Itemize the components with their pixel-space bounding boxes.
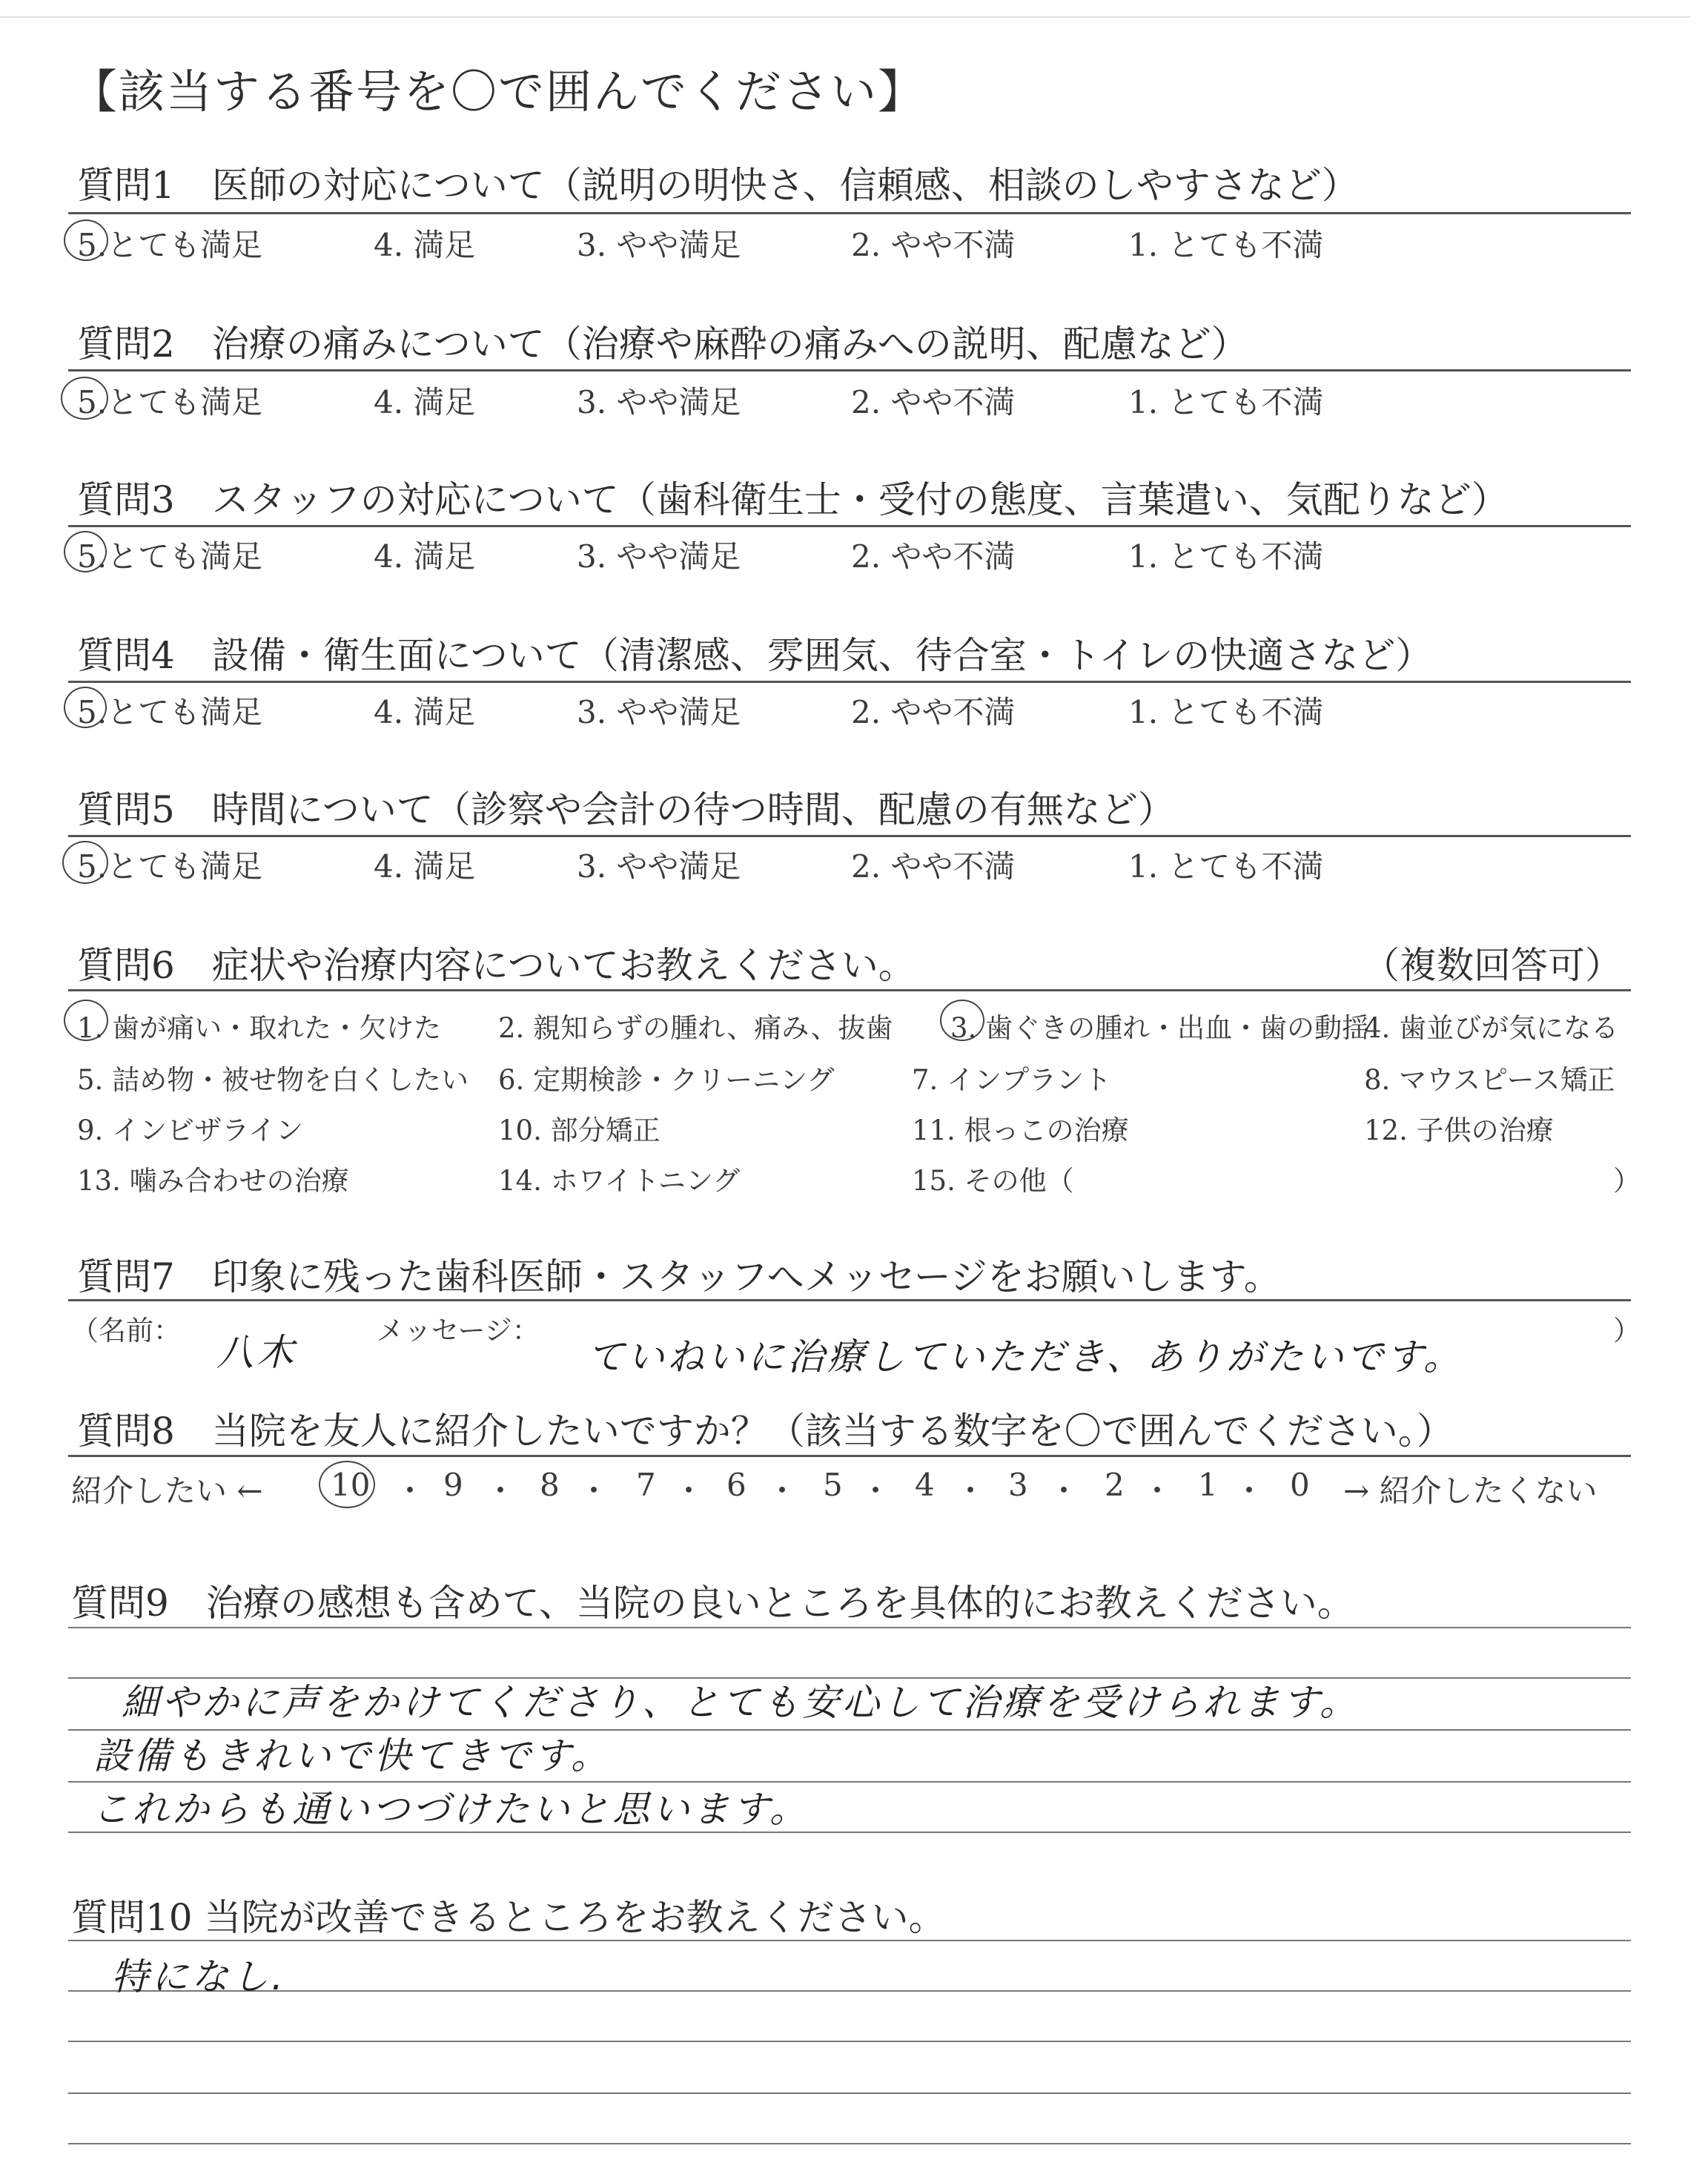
q10-rule-4 bbox=[68, 2143, 1631, 2144]
q1-option-1[interactable]: 1. とても不満 bbox=[1128, 227, 1324, 263]
q6-option-8[interactable]: 8. マウスピース矯正 bbox=[1364, 1064, 1615, 1096]
q8-scale-2[interactable]: 2 bbox=[1105, 1467, 1125, 1503]
q6-option-13[interactable]: 13. 噛み合わせの治療 bbox=[77, 1165, 349, 1197]
q8-scale-1[interactable]: 1 bbox=[1198, 1467, 1218, 1503]
q8-dot: ・ bbox=[767, 1473, 798, 1509]
q9-answer-line-1[interactable]: 細やかに声をかけてくださり、とても安心して治療を受けられます。 bbox=[122, 1681, 1360, 1724]
q9-answer-line-3[interactable]: これからも通いつづけたいと思います。 bbox=[92, 1788, 810, 1831]
q2-rule bbox=[68, 369, 1631, 371]
q1-option-4[interactable]: 4. 満足 bbox=[374, 227, 476, 263]
q1-option-5[interactable]: 5.とても満足 bbox=[77, 227, 263, 263]
q6-option-10[interactable]: 10. 部分矯正 bbox=[498, 1114, 661, 1146]
q1-option-2[interactable]: 2. やや不満 bbox=[851, 227, 1016, 263]
q6-title: 質問6 症状や治療内容についてお教えください。 bbox=[77, 944, 916, 987]
q5-option-5[interactable]: 5.とても満足 bbox=[77, 848, 263, 885]
q8-scale-7[interactable]: 7 bbox=[636, 1467, 656, 1503]
q7-close-paren: ） bbox=[1613, 1315, 1641, 1347]
q8-dot: ・ bbox=[1048, 1473, 1080, 1509]
q6-option-2[interactable]: 2. 親知らずの腫れ、痛み、抜歯 bbox=[498, 1012, 893, 1044]
q7-message-value[interactable]: ていねいに治療していただき、ありがたいです。 bbox=[587, 1335, 1463, 1378]
q8-dot: ・ bbox=[955, 1473, 987, 1509]
q4-title: 質問4 設備・衛生面について（清潔感、雰囲気、待合室・トイレの快適さなど） bbox=[77, 634, 1433, 677]
q6-option-14[interactable]: 14. ホワイトニング bbox=[498, 1165, 741, 1197]
q10-rule-3 bbox=[68, 2093, 1631, 2094]
q4-option-3[interactable]: 3. やや満足 bbox=[577, 694, 741, 730]
q6-other-close-paren: ） bbox=[1613, 1165, 1641, 1197]
q10-rule-1 bbox=[68, 1990, 1631, 1992]
q2-option-2[interactable]: 2. やや不満 bbox=[851, 384, 1016, 420]
q3-title: 質問3 スタッフの対応について（歯科衛生士・受付の態度、言葉遣い、気配りなど） bbox=[77, 478, 1509, 521]
q10-title: 質問10 当院が改善できるところをお教えください。 bbox=[71, 1896, 946, 1939]
q7-name-label: （名前： bbox=[71, 1315, 181, 1347]
q8-scale-5[interactable]: 5 bbox=[823, 1467, 843, 1503]
q8-dot: ・ bbox=[394, 1473, 426, 1509]
q8-dot: ・ bbox=[578, 1473, 610, 1509]
q6-option-1[interactable]: 1. 歯が痛い・取れた・欠けた bbox=[77, 1012, 442, 1044]
q6-option-15[interactable]: 15. その他（ bbox=[912, 1165, 1074, 1197]
q5-title: 質問5 時間について（診察や会計の待つ時間、配慮の有無など） bbox=[77, 788, 1175, 831]
q5-option-3[interactable]: 3. やや満足 bbox=[577, 848, 741, 885]
q8-dot: ・ bbox=[860, 1473, 892, 1509]
q6-option-4[interactable]: 4. 歯並びが気になる bbox=[1364, 1012, 1619, 1044]
q9-title: 質問9 治療の感想も含めて、当院の良いところを具体的にお教えください。 bbox=[71, 1582, 1354, 1625]
q8-scale-3[interactable]: 3 bbox=[1008, 1467, 1028, 1503]
page-title: 【該当する番号を〇で囲んでください】 bbox=[71, 65, 926, 119]
q8-dot: ・ bbox=[1142, 1473, 1174, 1509]
q7-title: 質問7 印象に残った歯科医師・スタッフへメッセージをお願いします。 bbox=[77, 1255, 1281, 1298]
q7-message-label: メッセージ： bbox=[377, 1315, 540, 1347]
q5-option-4[interactable]: 4. 満足 bbox=[374, 848, 476, 885]
q6-option-7[interactable]: 7. インプラント bbox=[912, 1064, 1112, 1096]
q6-rule bbox=[68, 989, 1631, 991]
q8-scale-8[interactable]: 8 bbox=[540, 1467, 560, 1503]
q8-title: 質問8 当院を友人に紹介したいですか？（該当する数字を〇で囲んでください。） bbox=[77, 1410, 1454, 1453]
q2-option-3[interactable]: 3. やや満足 bbox=[577, 384, 741, 420]
q2-option-5[interactable]: 5.とても満足 bbox=[77, 384, 263, 420]
q1-rule bbox=[68, 212, 1631, 214]
q3-option-5[interactable]: 5.とても満足 bbox=[77, 538, 263, 575]
q8-right-label: → 紹介したくない bbox=[1343, 1473, 1598, 1509]
q4-option-1[interactable]: 1. とても不満 bbox=[1128, 694, 1324, 730]
q6-multi-note: （複数回答可） bbox=[1363, 944, 1622, 987]
q4-rule bbox=[68, 681, 1631, 683]
q6-option-5[interactable]: 5. 詰め物・被せ物を白くしたい bbox=[77, 1064, 469, 1096]
q8-dot: ・ bbox=[673, 1473, 705, 1509]
q3-option-4[interactable]: 4. 満足 bbox=[374, 538, 476, 575]
q3-rule bbox=[68, 525, 1631, 527]
q8-dot: ・ bbox=[485, 1473, 517, 1509]
q8-scale-9[interactable]: 9 bbox=[443, 1467, 463, 1503]
q7-rule bbox=[68, 1299, 1631, 1301]
scan-edge bbox=[0, 16, 1690, 18]
q4-option-4[interactable]: 4. 満足 bbox=[374, 694, 476, 730]
q10-rule-0 bbox=[68, 1940, 1631, 1941]
q8-left-label: 紹介したい ← bbox=[71, 1473, 263, 1509]
q8-scale-10[interactable]: 10 bbox=[331, 1467, 371, 1503]
q3-option-1[interactable]: 1. とても不満 bbox=[1128, 538, 1324, 575]
q2-option-1[interactable]: 1. とても不満 bbox=[1128, 384, 1324, 420]
q2-title: 質問2 治療の痛みについて（治療や麻酔の痛みへの説明、配慮など） bbox=[77, 323, 1248, 366]
q6-option-6[interactable]: 6. 定期検診・クリーニング bbox=[498, 1064, 835, 1096]
q8-scale-4[interactable]: 4 bbox=[915, 1467, 935, 1503]
q3-option-2[interactable]: 2. やや不満 bbox=[851, 538, 1016, 575]
q9-rule-0 bbox=[68, 1627, 1631, 1628]
q8-dot: ・ bbox=[1234, 1473, 1265, 1509]
q2-option-4[interactable]: 4. 満足 bbox=[374, 384, 476, 420]
q10-answer-line-1[interactable]: 特になし. bbox=[111, 1955, 286, 1998]
q5-option-2[interactable]: 2. やや不満 bbox=[851, 848, 1016, 885]
q5-rule bbox=[68, 835, 1631, 837]
q1-option-3[interactable]: 3. やや満足 bbox=[577, 227, 741, 263]
q6-option-11[interactable]: 11. 根っこの治療 bbox=[912, 1114, 1129, 1146]
q8-scale-0[interactable]: 0 bbox=[1290, 1467, 1310, 1503]
q3-option-3[interactable]: 3. やや満足 bbox=[577, 538, 741, 575]
q8-rule bbox=[68, 1455, 1631, 1457]
q8-scale-6[interactable]: 6 bbox=[726, 1467, 747, 1503]
q6-option-9[interactable]: 9. インビザライン bbox=[77, 1114, 303, 1146]
q5-option-1[interactable]: 1. とても不満 bbox=[1128, 848, 1324, 885]
q4-option-2[interactable]: 2. やや不満 bbox=[851, 694, 1016, 730]
q6-option-12[interactable]: 12. 子供の治療 bbox=[1364, 1114, 1554, 1146]
q6-option-3[interactable]: 3. 歯ぐきの腫れ・出血・歯の動揺 bbox=[950, 1012, 1370, 1044]
q9-answer-line-2[interactable]: 設備もきれいで快てきです。 bbox=[93, 1734, 611, 1777]
q10-rule-2 bbox=[68, 2041, 1631, 2042]
q1-title: 質問1 医師の対応について（説明の明快さ、信頼感、相談のしやすさなど） bbox=[77, 164, 1359, 207]
q7-name-value[interactable]: 八木 bbox=[216, 1331, 297, 1374]
q4-option-5[interactable]: 5.とても満足 bbox=[77, 694, 263, 730]
